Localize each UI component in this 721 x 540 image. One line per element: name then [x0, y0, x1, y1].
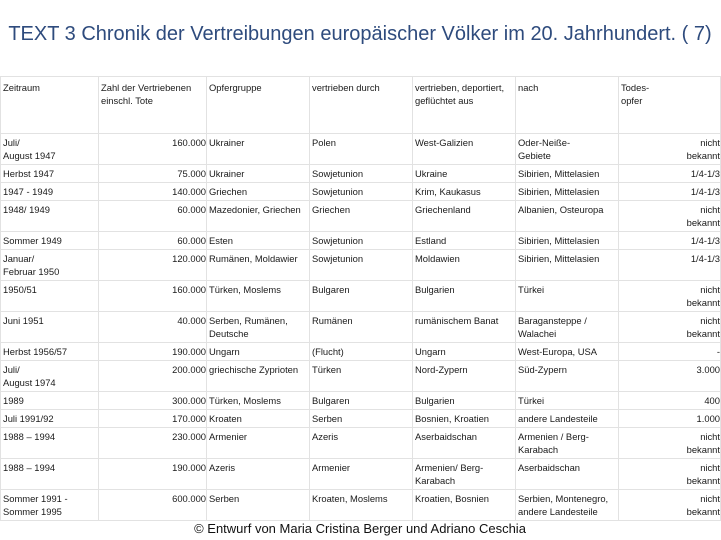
cell-opfergruppe-text: Griechen — [209, 186, 248, 197]
cell-nach-text: Armenien / Berg- Karabach — [518, 431, 589, 455]
cell-nach-text: Albanien, Osteuropa — [518, 204, 604, 215]
cell-nach — [516, 361, 619, 392]
cell-nach — [516, 165, 619, 183]
cell-aus — [413, 201, 516, 232]
cell-aus-text: Nord-Zypern — [415, 364, 468, 375]
cell-zahl — [99, 428, 207, 459]
cell-zeitraum — [1, 250, 99, 281]
cell-nach — [516, 201, 619, 232]
cell-zahl — [99, 134, 207, 165]
cell-zeitraum — [1, 392, 99, 410]
table-row — [1, 312, 721, 343]
cell-todesopfer — [619, 343, 721, 361]
table-row — [1, 134, 721, 165]
cell-aus-text: Griechenland — [415, 204, 471, 215]
cell-vertrieben-durch — [310, 312, 413, 343]
cell-zeitraum-text: Juli/ August 1974 — [3, 364, 56, 388]
cell-opfergruppe-text: Esten — [209, 235, 233, 246]
cell-todesopfer-text: nicht bekannt — [686, 431, 720, 455]
cell-aus-text: Estland — [415, 235, 447, 246]
cell-todesopfer-text: 1/4-1/3 — [690, 235, 720, 246]
cell-zeitraum-text: 1947 - 1949 — [3, 186, 54, 197]
cell-nach — [516, 183, 619, 201]
cell-vertrieben-durch — [310, 201, 413, 232]
cell-aus — [413, 250, 516, 281]
cell-nach — [516, 410, 619, 428]
cell-todesopfer — [619, 183, 721, 201]
cell-todesopfer — [619, 459, 721, 490]
cell-todesopfer-text: nicht bekannt — [686, 137, 720, 161]
table-body — [1, 134, 721, 521]
cell-zahl — [99, 183, 207, 201]
table-row — [1, 183, 721, 201]
header-row — [1, 77, 721, 134]
cell-aus — [413, 490, 516, 521]
cell-zahl-text: 200.000 — [172, 364, 206, 375]
cell-zeitraum-text: Juli/ August 1947 — [3, 137, 56, 161]
cell-nach-text: Süd-Zypern — [518, 364, 567, 375]
header-zahl-label: Zahl der Vertriebenen einschl. Tote — [101, 82, 192, 106]
table-row — [1, 281, 721, 312]
cell-zahl — [99, 361, 207, 392]
cell-zahl — [99, 490, 207, 521]
chronicle-table — [0, 76, 721, 521]
cell-aus — [413, 428, 516, 459]
cell-opfergruppe — [207, 410, 310, 428]
cell-vertrieben-durch — [310, 165, 413, 183]
cell-nach-text: Serbien, Montenegro, andere Landesteile — [518, 493, 609, 517]
cell-aus — [413, 410, 516, 428]
cell-todesopfer — [619, 134, 721, 165]
cell-vertrieben-durch — [310, 459, 413, 490]
cell-todesopfer — [619, 232, 721, 250]
cell-aus-text: Ungarn — [415, 346, 446, 357]
cell-aus — [413, 343, 516, 361]
cell-opfergruppe-text: Serben, Rumänen, Deutsche — [209, 315, 288, 339]
cell-zahl — [99, 250, 207, 281]
table-header — [1, 77, 721, 134]
table-row — [1, 361, 721, 392]
cell-zeitraum — [1, 281, 99, 312]
header-vertrieben-label: vertrieben, deportiert, geflüchtet aus — [415, 82, 505, 106]
cell-aus — [413, 312, 516, 343]
chronicle-table-container — [0, 76, 720, 517]
cell-aus-text: Bulgarien — [415, 395, 455, 406]
cell-zahl — [99, 410, 207, 428]
cell-vertrieben-durch — [310, 343, 413, 361]
cell-nach-text: Oder-Neiße- Gebiete — [518, 137, 571, 161]
cell-vertrieben-durch-text: Sowjetunion — [312, 186, 364, 197]
cell-aus — [413, 281, 516, 312]
cell-nach-text: Baragansteppe / Walachei — [518, 315, 587, 339]
cell-zeitraum-text: 1988 – 1994 — [3, 431, 56, 442]
cell-todesopfer-text: - — [716, 346, 720, 357]
cell-zahl — [99, 312, 207, 343]
cell-todesopfer-text: 400 — [704, 395, 720, 406]
header-vertrieben — [413, 77, 516, 134]
cell-aus-text: Bulgarien — [415, 284, 455, 295]
cell-vertrieben-durch-text: Türken — [312, 364, 342, 375]
cell-zahl-text: 60.000 — [177, 204, 206, 215]
cell-aus-text: Armenien/ Berg- Karabach — [415, 462, 484, 486]
table-row — [1, 490, 721, 521]
cell-nach-text: Sibirien, Mittelasien — [518, 235, 600, 246]
cell-zahl-text: 40.000 — [177, 315, 206, 326]
cell-zeitraum — [1, 232, 99, 250]
header-opfergruppe — [207, 77, 310, 134]
cell-aus-text: Ukraine — [415, 168, 448, 179]
cell-vertrieben-durch-text: Azeris — [312, 431, 339, 442]
table-row — [1, 232, 721, 250]
cell-opfergruppe — [207, 183, 310, 201]
cell-nach — [516, 459, 619, 490]
cell-zahl-text: 230.000 — [172, 431, 206, 442]
cell-opfergruppe — [207, 232, 310, 250]
cell-nach-text: West-Europa, USA — [518, 346, 598, 357]
cell-zeitraum — [1, 134, 99, 165]
cell-zeitraum-text: Januar/ Februar 1950 — [3, 253, 60, 277]
cell-aus-text: Moldawien — [415, 253, 460, 264]
cell-aus-text: Krim, Kaukasus — [415, 186, 481, 197]
cell-todesopfer — [619, 392, 721, 410]
header-vertrieben-durch — [310, 77, 413, 134]
cell-zahl — [99, 232, 207, 250]
cell-aus — [413, 183, 516, 201]
cell-zeitraum — [1, 343, 99, 361]
cell-zeitraum — [1, 312, 99, 343]
table-row — [1, 410, 721, 428]
cell-opfergruppe-text: Türken, Moslems — [209, 284, 281, 295]
cell-zeitraum — [1, 183, 99, 201]
header-nach-label: nach — [518, 82, 539, 93]
cell-vertrieben-durch-text: Serben — [312, 413, 343, 424]
table-row — [1, 201, 721, 232]
cell-zeitraum — [1, 361, 99, 392]
cell-zahl-text: 600.000 — [172, 493, 206, 504]
cell-nach-text: Aserbaidschan — [518, 462, 581, 473]
cell-nach — [516, 392, 619, 410]
cell-zahl — [99, 343, 207, 361]
cell-vertrieben-durch — [310, 250, 413, 281]
cell-vertrieben-durch-text: (Flucht) — [312, 346, 344, 357]
cell-todesopfer-text: nicht bekannt — [686, 204, 720, 228]
cell-nach — [516, 343, 619, 361]
cell-vertrieben-durch — [310, 392, 413, 410]
cell-zahl-text: 75.000 — [177, 168, 206, 179]
cell-todesopfer-text: 1/4-1/3 — [690, 186, 720, 197]
cell-aus-text: Bosnien, Kroatien — [415, 413, 490, 424]
cell-opfergruppe-text: Mazedonier, Griechen — [209, 204, 301, 215]
cell-nach-text: Türkei — [518, 284, 545, 295]
cell-todesopfer — [619, 165, 721, 183]
cell-vertrieben-durch-text: Sowjetunion — [312, 253, 364, 264]
cell-todesopfer-text: 1/4-1/3 — [690, 253, 720, 264]
cell-zahl-text: 120.000 — [172, 253, 206, 264]
cell-opfergruppe-text: Azeris — [209, 462, 236, 473]
cell-zeitraum — [1, 410, 99, 428]
header-zahl — [99, 77, 207, 134]
cell-aus — [413, 165, 516, 183]
cell-zeitraum-text: Sommer 1949 — [3, 235, 62, 246]
cell-todesopfer — [619, 250, 721, 281]
cell-zeitraum-text: Sommer 1991 - Sommer 1995 — [3, 493, 68, 517]
cell-todesopfer-text: nicht bekannt — [686, 462, 720, 486]
copyright-footer: © Entwurf von Maria Cristina Berger und Adriano Ceschia — [194, 521, 526, 536]
cell-opfergruppe — [207, 343, 310, 361]
cell-opfergruppe — [207, 312, 310, 343]
cell-zeitraum — [1, 459, 99, 490]
header-opfergruppe-label: Opfergruppe — [209, 82, 262, 93]
cell-zeitraum-text: Herbst 1947 — [3, 168, 55, 179]
cell-vertrieben-durch — [310, 428, 413, 459]
cell-vertrieben-durch-text: Rumänen — [312, 315, 353, 326]
cell-nach — [516, 490, 619, 521]
cell-nach-text: Sibirien, Mittelasien — [518, 186, 600, 197]
cell-vertrieben-durch — [310, 410, 413, 428]
cell-todesopfer — [619, 490, 721, 521]
cell-zahl — [99, 281, 207, 312]
cell-opfergruppe — [207, 165, 310, 183]
cell-todesopfer — [619, 201, 721, 232]
cell-zahl — [99, 201, 207, 232]
header-todesopfer-label: Todes- opfer — [621, 82, 650, 106]
cell-aus-text: West-Galizien — [415, 137, 474, 148]
cell-zeitraum-text: Juni 1951 — [3, 315, 44, 326]
cell-zeitraum — [1, 201, 99, 232]
cell-opfergruppe-text: Ukrainer — [209, 137, 245, 148]
page-title: TEXT 3 Chronik der Vertreibungen europäischer Völker im 20. Jahrhundert. ( 7) — [8, 23, 712, 45]
cell-aus — [413, 459, 516, 490]
cell-todesopfer-text: 3.000 — [696, 364, 720, 375]
cell-zeitraum-text: 1989 — [3, 395, 24, 406]
cell-nach — [516, 281, 619, 312]
cell-todesopfer-text: nicht bekannt — [686, 284, 720, 308]
cell-opfergruppe-text: Rumänen, Moldawier — [209, 253, 298, 264]
cell-opfergruppe — [207, 392, 310, 410]
cell-opfergruppe — [207, 134, 310, 165]
cell-todesopfer-text: 1/4-1/3 — [690, 168, 720, 179]
header-vertrieben-durch-label: vertrieben durch — [312, 82, 380, 93]
cell-todesopfer — [619, 281, 721, 312]
cell-opfergruppe-text: Ukrainer — [209, 168, 245, 179]
table-row — [1, 459, 721, 490]
cell-nach — [516, 250, 619, 281]
cell-todesopfer — [619, 312, 721, 343]
cell-opfergruppe-text: Ungarn — [209, 346, 240, 357]
cell-zahl-text: 60.000 — [177, 235, 206, 246]
cell-todesopfer-text: 1.000 — [696, 413, 720, 424]
cell-vertrieben-durch — [310, 490, 413, 521]
cell-zahl-text: 170.000 — [172, 413, 206, 424]
cell-aus-text: rumänischem Banat — [415, 315, 499, 326]
cell-aus — [413, 134, 516, 165]
cell-aus — [413, 361, 516, 392]
cell-vertrieben-durch — [310, 361, 413, 392]
cell-zahl-text: 160.000 — [172, 284, 206, 295]
cell-opfergruppe-text: griechische Zyprioten — [209, 364, 299, 375]
table-row — [1, 165, 721, 183]
cell-vertrieben-durch — [310, 183, 413, 201]
cell-vertrieben-durch-text: Armenier — [312, 462, 351, 473]
cell-zeitraum — [1, 165, 99, 183]
table-row — [1, 392, 721, 410]
cell-zahl-text: 140.000 — [172, 186, 206, 197]
cell-todesopfer — [619, 361, 721, 392]
cell-zeitraum-text: Juli 1991/92 — [3, 413, 54, 424]
table-row — [1, 250, 721, 281]
cell-opfergruppe-text: Kroaten — [209, 413, 242, 424]
cell-zeitraum — [1, 428, 99, 459]
cell-opfergruppe — [207, 250, 310, 281]
cell-nach-text: andere Landesteile — [518, 413, 598, 424]
cell-vertrieben-durch — [310, 281, 413, 312]
cell-opfergruppe-text: Serben — [209, 493, 240, 504]
cell-opfergruppe — [207, 281, 310, 312]
cell-nach-text: Sibirien, Mittelasien — [518, 253, 600, 264]
cell-aus-text: Kroatien, Bosnien — [415, 493, 490, 504]
cell-zahl — [99, 459, 207, 490]
cell-nach — [516, 134, 619, 165]
cell-nach-text: Sibirien, Mittelasien — [518, 168, 600, 179]
header-zeitraum — [1, 77, 99, 134]
table-row — [1, 343, 721, 361]
cell-opfergruppe — [207, 361, 310, 392]
cell-zahl — [99, 165, 207, 183]
header-nach — [516, 77, 619, 134]
cell-opfergruppe-text: Türken, Moslems — [209, 395, 281, 406]
cell-todesopfer-text: nicht bekannt — [686, 493, 720, 517]
cell-zeitraum — [1, 490, 99, 521]
cell-todesopfer-text: nicht bekannt — [686, 315, 720, 339]
cell-zeitraum-text: 1988 – 1994 — [3, 462, 56, 473]
cell-zeitraum-text: Herbst 1956/57 — [3, 346, 68, 357]
cell-vertrieben-durch-text: Sowjetunion — [312, 168, 364, 179]
cell-zeitraum-text: 1950/51 — [3, 284, 37, 295]
cell-zahl-text: 300.000 — [172, 395, 206, 406]
table-row — [1, 428, 721, 459]
cell-todesopfer — [619, 410, 721, 428]
cell-todesopfer — [619, 428, 721, 459]
cell-zahl-text: 190.000 — [172, 346, 206, 357]
cell-zahl-text: 190.000 — [172, 462, 206, 473]
cell-nach — [516, 232, 619, 250]
cell-aus-text: Aserbaidschan — [415, 431, 478, 442]
cell-nach — [516, 312, 619, 343]
cell-vertrieben-durch-text: Sowjetunion — [312, 235, 364, 246]
cell-aus — [413, 392, 516, 410]
cell-zahl — [99, 392, 207, 410]
cell-opfergruppe — [207, 201, 310, 232]
cell-vertrieben-durch-text: Bulgaren — [312, 395, 350, 406]
cell-nach-text: Türkei — [518, 395, 545, 406]
cell-zahl-text: 160.000 — [172, 137, 206, 148]
cell-opfergruppe — [207, 459, 310, 490]
cell-vertrieben-durch-text: Kroaten, Moslems — [312, 493, 388, 504]
cell-vertrieben-durch-text: Bulgaren — [312, 284, 350, 295]
cell-vertrieben-durch — [310, 232, 413, 250]
cell-opfergruppe — [207, 428, 310, 459]
header-zeitraum-label: Zeitraum — [3, 82, 40, 93]
cell-vertrieben-durch-text: Griechen — [312, 204, 351, 215]
cell-aus — [413, 232, 516, 250]
cell-vertrieben-durch-text: Polen — [312, 137, 336, 148]
cell-zeitraum-text: 1948/ 1949 — [3, 204, 50, 215]
header-todesopfer — [619, 77, 721, 134]
cell-nach — [516, 428, 619, 459]
cell-opfergruppe — [207, 490, 310, 521]
cell-vertrieben-durch — [310, 134, 413, 165]
cell-opfergruppe-text: Armenier — [209, 431, 248, 442]
